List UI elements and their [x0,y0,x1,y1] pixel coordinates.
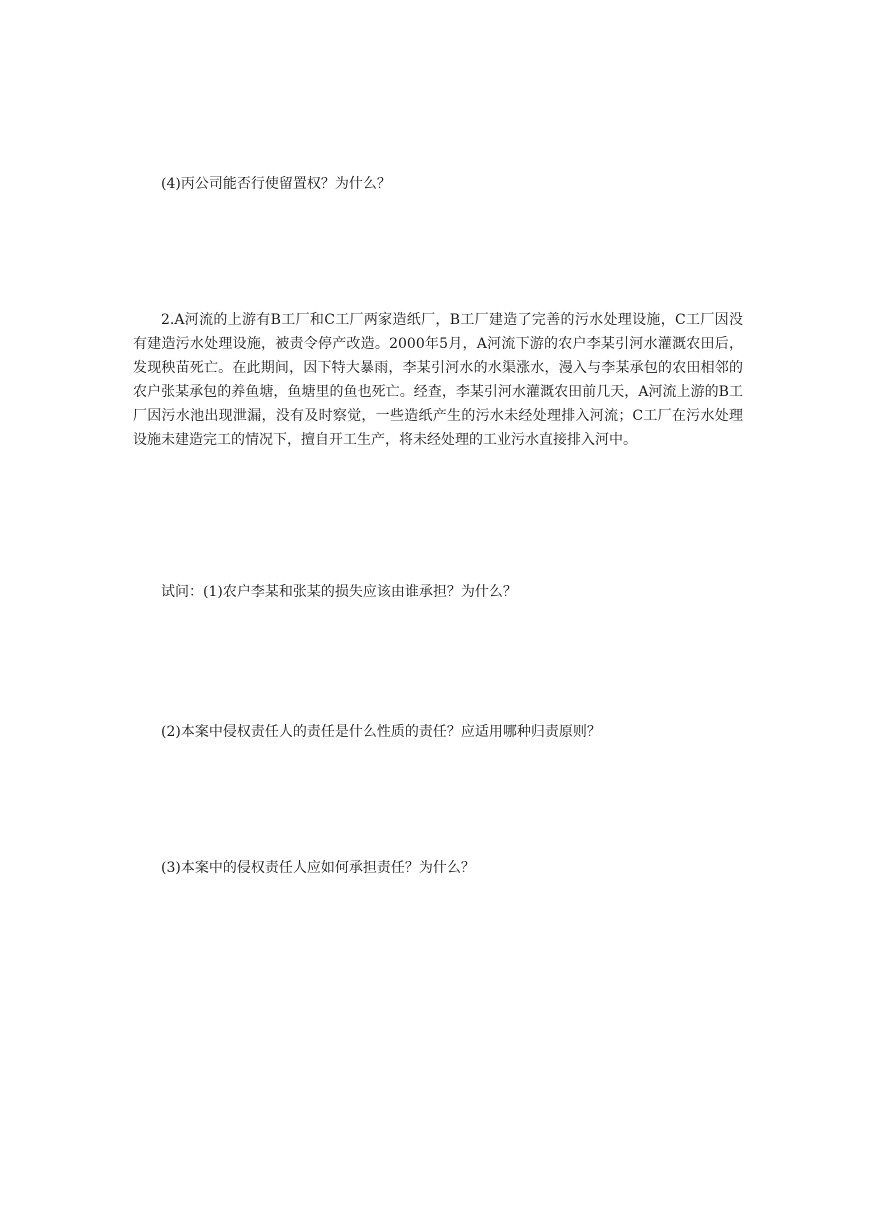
case-2-question-1: 试问：(1)农户李某和张某的损失应该由谁承担？为什么？ [161,584,517,600]
question-4-prev-case: (4)丙公司能否行使留置权？为什么？ [161,176,391,192]
case-2-question-2: (2)本案中侵权责任人的责任是什么性质的责任？应适用哪种归责原则？ [161,724,601,740]
case-2-question-3: (3)本案中的侵权责任人应如何承担责任？为什么？ [161,860,475,876]
case-2-paragraph: 2.A河流的上游有B工厂和C工厂两家造纸厂，B工厂建造了完善的污水处理设施，C工厂因没有建造污水处理设施，被责令停产改造。2000年5月，A河流下游的农户李某引河水灌溉农田后，发现秧苗死亡。在此期间，因下特大暴雨，李某引河水的水渠涨水，漫入与李某承包的农田相邻的农户张某承包的养鱼塘，鱼塘里的鱼也死亡。经查，李某引河水灌溉农田前几天，A河流上游的B工厂因污水池出现泄漏，没有及时察觉，一些造纸产生的污水未经处理排入河流；C工厂在污水处理设施未建造完工的情况下，擅自开工生产，将未经处理的工业污水直接排入河中。 [133,312,743,448]
